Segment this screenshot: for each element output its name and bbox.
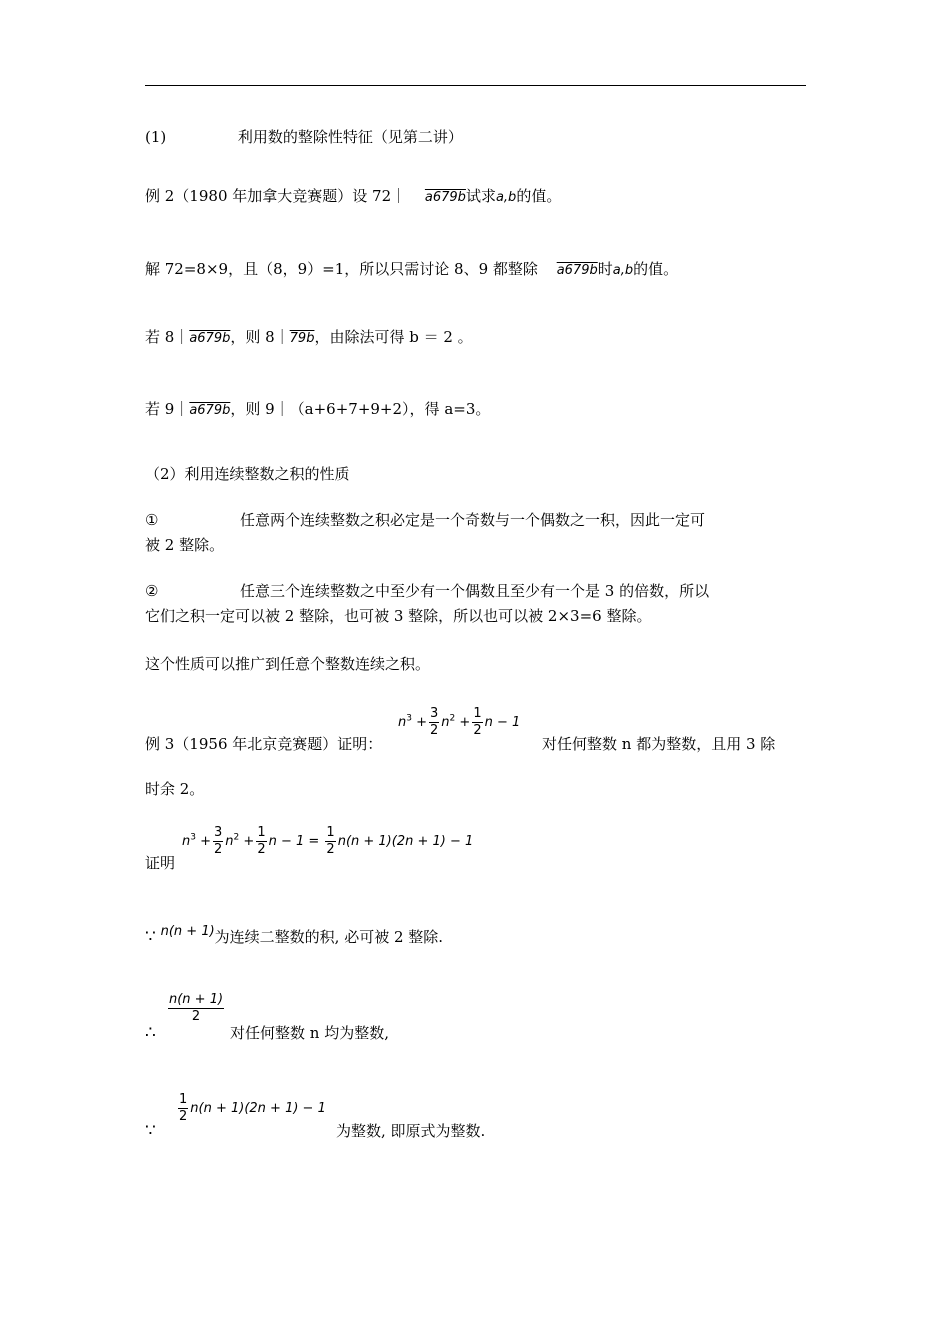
therefore-text: 对任何整数 n 均为整数, — [230, 1024, 389, 1042]
item-1-number: (1) — [145, 128, 167, 146]
variables: a,b — [495, 190, 517, 205]
overlined-number: a679b — [424, 190, 466, 205]
item-2-heading: （2）利用连续整数之积的性质 — [145, 465, 350, 483]
example-3-prefix: 例 3（1956 年北京竞赛题）证明： — [145, 735, 383, 753]
case-9-suffix: ，则 9｜（a+6+7+9+2），得 a=3。 — [230, 400, 491, 418]
expression-poly: $n^3$ + $\frac{3}{2}$ $n^2$ + $\frac{1}{2}$ n − 1 — [398, 706, 521, 738]
example-2 — [145, 187, 561, 207]
item-1-text: 利用数的整除性特征（见第二讲） — [237, 128, 463, 146]
solution-line — [145, 260, 678, 280]
because-line-2 — [145, 1122, 156, 1140]
therefore-symbol: ∴ — [145, 1023, 156, 1043]
case-8-mid: ，则 8｜ — [230, 328, 290, 346]
case-8 — [145, 328, 473, 348]
generalization: 这个性质可以推广到任意个整数连续之积。 — [145, 655, 431, 673]
example-2-prefix: 例 2（1980 年加拿大竞赛题）设 72｜ — [145, 187, 407, 205]
expression-product: n(n + 1) — [160, 924, 215, 939]
because-text-1: 为连续二整数的积, 必可被 2 整除. — [214, 928, 444, 946]
item-1 — [145, 128, 463, 146]
property-2-line-2: 它们之积一定可以被 2 整除，也可被 3 整除，所以也可以被 2×3=6 整除。 — [145, 607, 652, 625]
property-2-line-1: 任意三个连续整数之中至少有一个偶数且至少有一个是 3 的倍数，所以 — [240, 582, 710, 600]
because-line-1 — [145, 924, 444, 948]
solution-prefix: 解 72=8×9，且（8，9）=1，所以只需讨论 8、9 都整除 — [145, 260, 538, 278]
property-1-line-1: 任意两个连续整数之积必定是一个奇数与一个偶数之一积，因此一定可 — [240, 511, 706, 529]
solution-mid: 时 — [597, 260, 613, 278]
example-3-line-2: 时余 2。 — [145, 780, 205, 798]
example-2-mid: 试求 — [465, 187, 496, 205]
case-8-suffix: ，由除法可得 b ＝ 2 。 — [314, 328, 473, 346]
header-rule — [145, 85, 806, 86]
expression-final: $\frac{1}{2}$ n(n + 1)(2n + 1) − 1 — [179, 1092, 326, 1124]
variables: a,b — [612, 263, 634, 278]
proof-equation: $n^3$ + $\frac{3}{2}$ $n^2$ + $\frac{1}{2}$ n − 1 = $\frac{1}{2}$ n(n + 1)(2n + 1) − 1 — [182, 825, 474, 857]
circled-one-mark: ① — [145, 511, 159, 529]
property-1-line-2: 被 2 整除。 — [145, 536, 225, 554]
overlined-number: 79b — [289, 331, 315, 346]
property-2 — [145, 582, 709, 600]
overlined-number: a679b — [189, 331, 231, 346]
because-text-2: 为整数, 即原式为整数. — [336, 1122, 486, 1140]
because-symbol-2: ∵ — [145, 1121, 156, 1141]
case-8-prefix: 若 8｜ — [145, 328, 190, 346]
example-3-suffix: 对任何整数 n 都为整数，且用 3 除 — [542, 735, 776, 753]
therefore-line — [145, 1024, 156, 1042]
circled-two-mark: ② — [145, 582, 159, 600]
property-1 — [145, 511, 705, 529]
case-9-prefix: 若 9｜ — [145, 400, 190, 418]
proof-label: 证明 — [145, 854, 176, 872]
fraction-product: $\frac{n(n + 1)}{2}$ — [169, 992, 224, 1024]
overlined-number: a679b — [556, 263, 598, 278]
solution-suffix: 的值。 — [633, 260, 679, 278]
case-9 — [145, 400, 490, 420]
overlined-number: a679b — [189, 403, 231, 418]
example-2-suffix: 的值。 — [516, 187, 562, 205]
because-symbol: ∵ — [145, 927, 156, 947]
